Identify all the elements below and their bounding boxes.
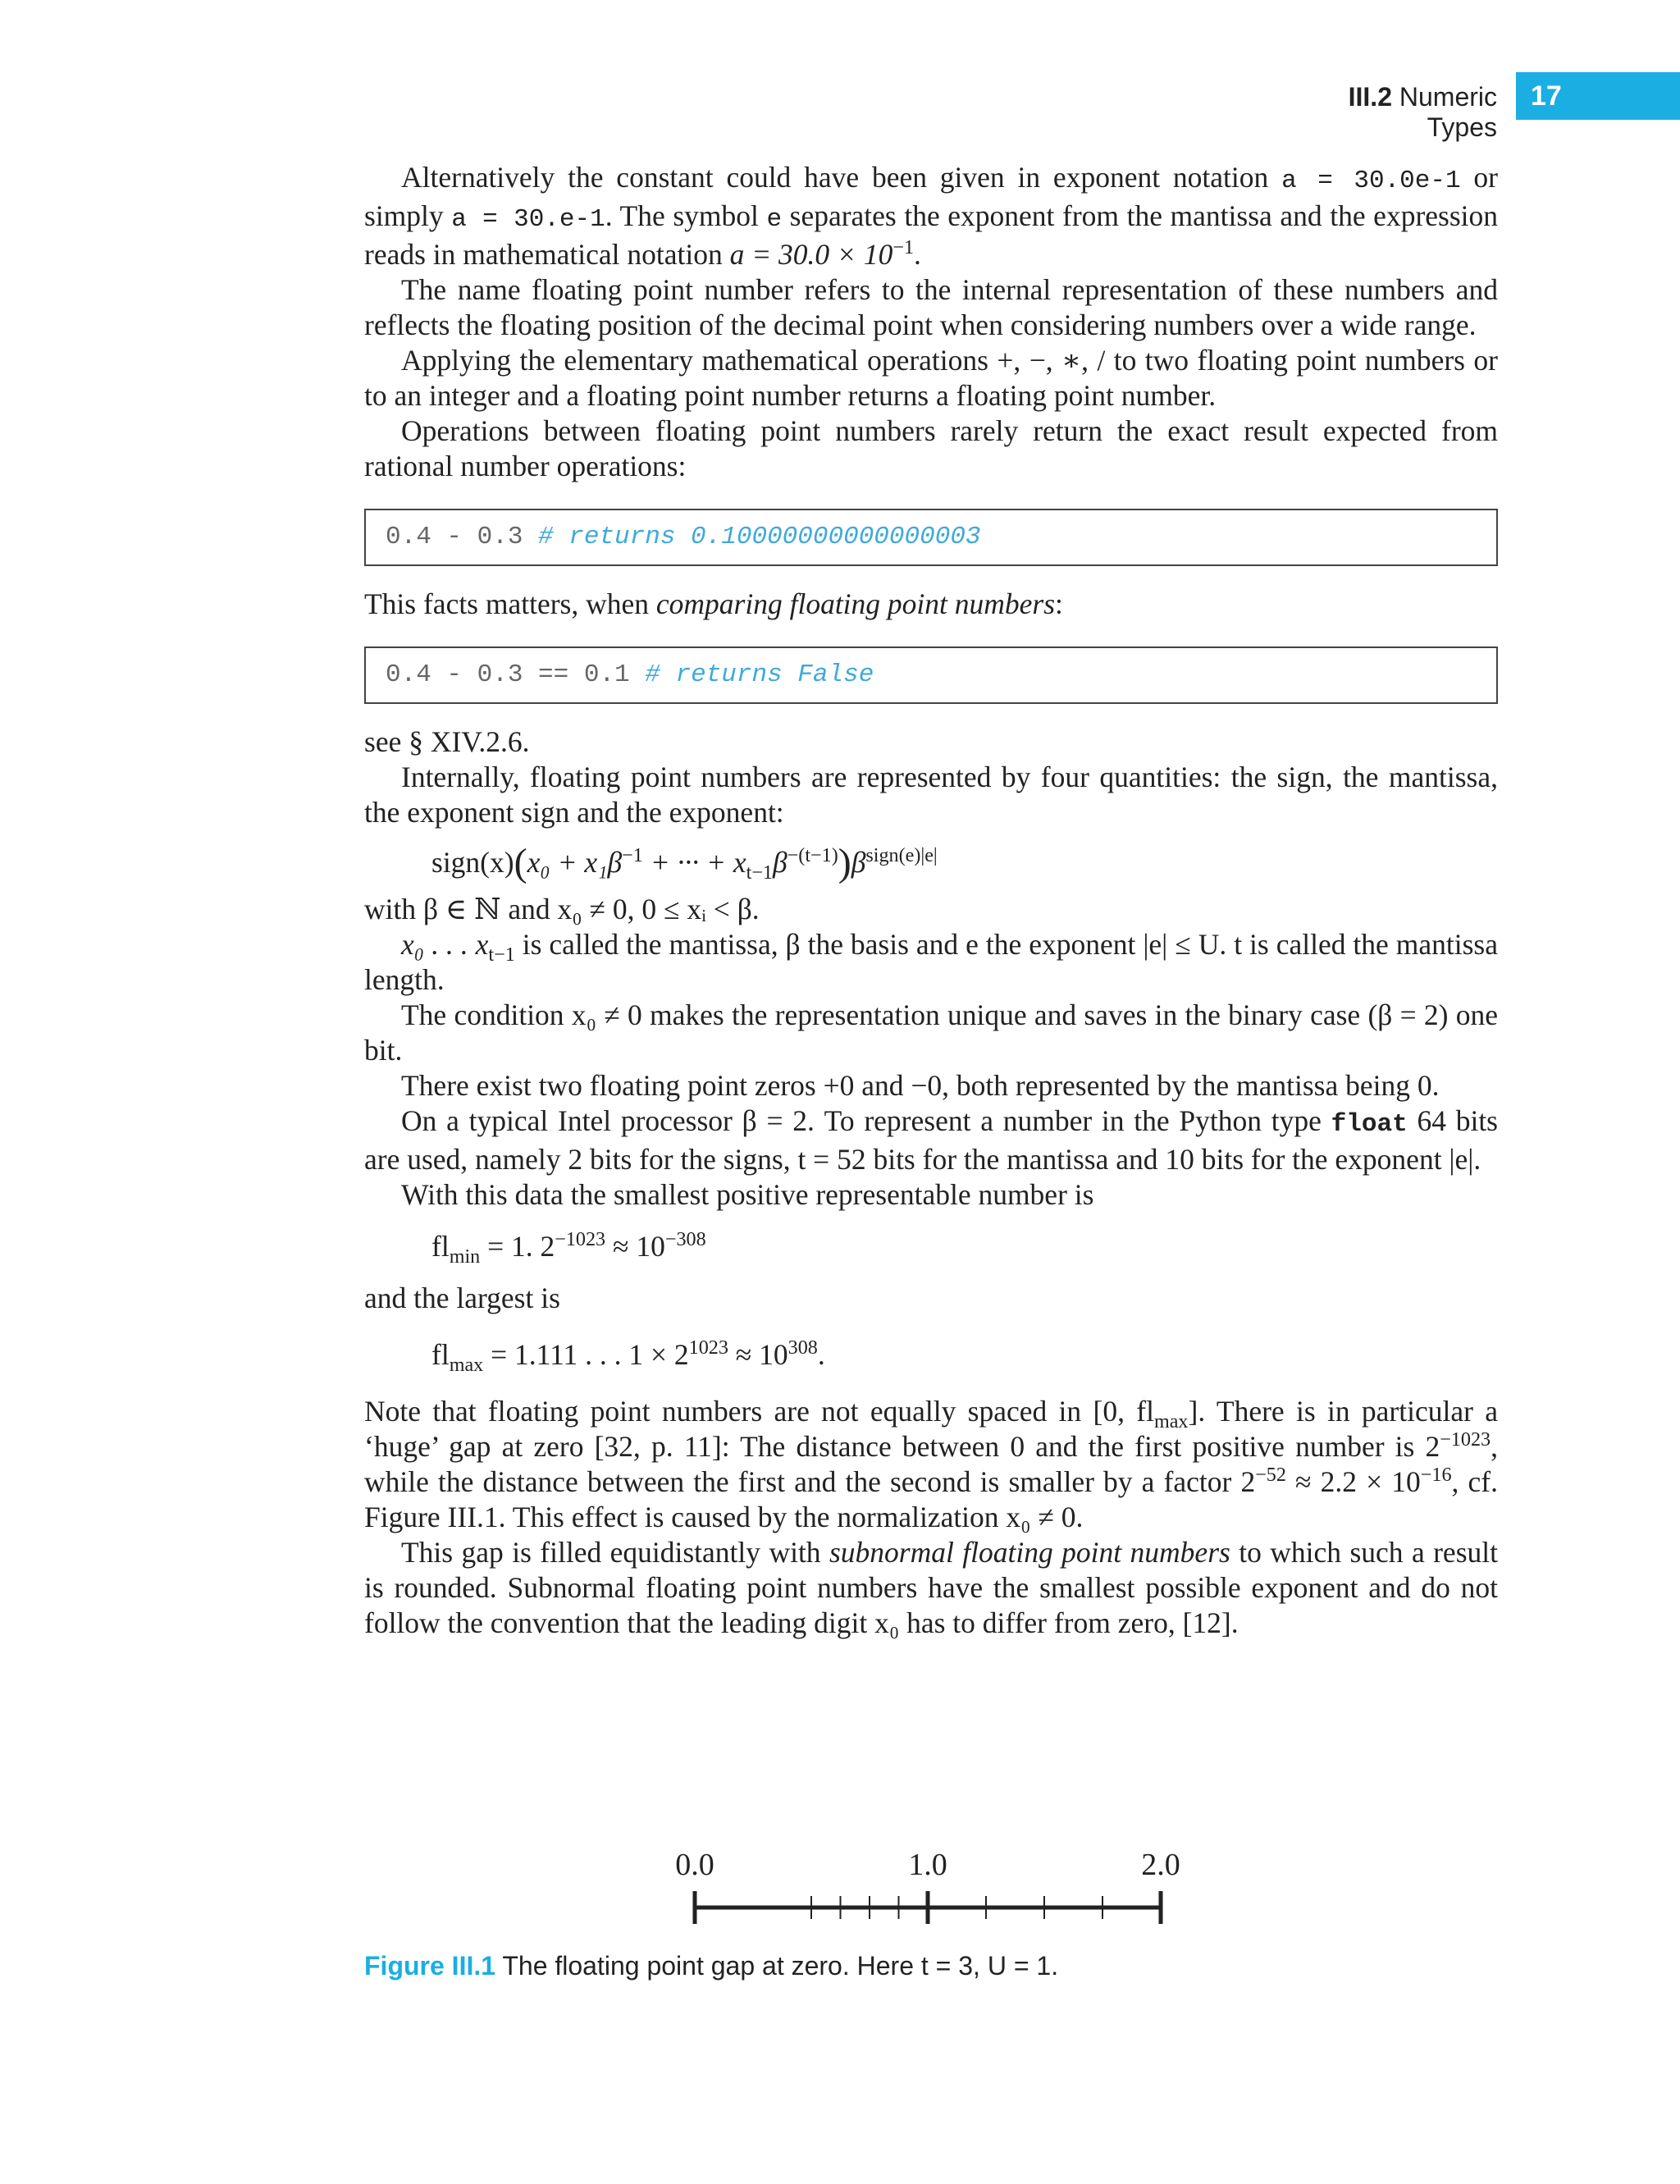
text-run: x₀ . . . x bbox=[401, 928, 489, 961]
paragraph-see: see § XIV.2.6. bbox=[364, 725, 530, 758]
paragraph-huge-gap bbox=[364, 1394, 1498, 1535]
text-run: . The symbol bbox=[605, 199, 767, 232]
paragraph-with-beta: with β ∈ ℕ and x₀ ≠ 0, 0 ≤ xᵢ < β. bbox=[364, 893, 760, 925]
code-comment: # returns False bbox=[645, 660, 874, 689]
superscript: 1023 bbox=[688, 1336, 728, 1359]
tick-label: 1.0 bbox=[908, 1848, 947, 1882]
subscript: max bbox=[1153, 1410, 1189, 1433]
formula-part: ≈ 10 bbox=[728, 1338, 788, 1371]
inline-code: e bbox=[766, 205, 783, 234]
code-comment: # returns 0.10000000000000003 bbox=[538, 523, 981, 551]
formula-part: = 1.111 . . . 1 × 2 bbox=[483, 1338, 689, 1371]
text-run: is called the mantissa, β the basis and e the exponent |e| ≤ U. t is called the mantissa length. bbox=[364, 928, 1498, 996]
paragraph-subnormal bbox=[364, 1535, 1498, 1641]
text-run: Note that floating point numbers are not equally spaced in [0, fl bbox=[364, 1395, 1154, 1428]
paragraph-comparing bbox=[364, 587, 1498, 622]
formula-representation bbox=[364, 841, 1498, 884]
floating-point-gap-figure bbox=[640, 1842, 1214, 1940]
text-run: 64 bits are used, namely 2 bits for the signs, t = 52 bits for the mantissa and 10 bits for the exponent |e|. bbox=[364, 1104, 1498, 1176]
formula-part: sign(x) bbox=[431, 846, 514, 879]
paren-right: ) bbox=[838, 841, 851, 884]
paragraph-condition: The condition x₀ ≠ 0 makes the representation unique and saves in the binary case (β = 2) one bit. bbox=[364, 998, 1498, 1067]
superscript: sign(e)|e| bbox=[865, 844, 938, 867]
formula-part: fl bbox=[431, 1338, 450, 1371]
formula-part: + ··· + x bbox=[642, 846, 746, 879]
paragraph-internal-representation: Internally, floating point numbers are represented by four quantities: the sign, the mantissa, the exponent sign and the exponent: bbox=[364, 761, 1498, 829]
paragraph-intel bbox=[364, 1103, 1498, 1177]
text-run: ]. There is in particular a ‘huge’ gap at zero [32, p. 11]: The distance between 0 and the first positive number is 2 bbox=[364, 1395, 1498, 1463]
code-expression: 0.4 - 0.3 bbox=[386, 523, 539, 551]
formula-part: β bbox=[773, 846, 788, 879]
paragraph-largest: and the largest is bbox=[364, 1282, 560, 1314]
superscript: −(t−1) bbox=[787, 844, 838, 867]
subscript: min bbox=[449, 1245, 481, 1268]
code-expression: 0.4 - 0.3 == 0.1 bbox=[386, 660, 646, 689]
inline-code: a = 30.0e-1 bbox=[1281, 167, 1461, 195]
subscript: t−1 bbox=[746, 861, 773, 884]
code-block-subtraction bbox=[364, 509, 1498, 566]
paragraph-smallest: With this data the smallest positive representable number is bbox=[401, 1178, 1094, 1211]
figure-caption bbox=[364, 1951, 1058, 1981]
text-run: separates the exponent from the mantissa and the expression reads in mathematical notation bbox=[364, 199, 1499, 271]
caption-label: Figure III.1 bbox=[364, 1951, 496, 1981]
superscript: −1023 bbox=[555, 1228, 606, 1251]
emphasis: subnormal floating point numbers bbox=[829, 1536, 1230, 1569]
superscript: −308 bbox=[664, 1228, 706, 1251]
paragraph-inexact: Operations between floating point numbers rarely return the exact result expected from rational number operations: bbox=[364, 414, 1498, 482]
text-run: ≈ 2.2 × 10 bbox=[1285, 1465, 1421, 1498]
tick-label: 0.0 bbox=[675, 1848, 714, 1882]
inline-math: a = 30.0 × 10 bbox=[729, 238, 893, 271]
paragraph-exponent-notation: Alternatively the constant could have been given in exponent notation a = 30.0e-1 or simply a = 30.e-1. The symbol e separates the exponent from the mantissa and the expression reads in mathematical notation $a = 30.0 \times 10^{-1}$. bbox=[364, 161, 1499, 271]
superscript: −1023 bbox=[1440, 1428, 1491, 1451]
text-run: , cf. Figure III.1. This effect is caused by the normalization x₀ ≠ 0. bbox=[364, 1465, 1498, 1533]
text-run: : bbox=[1055, 587, 1063, 620]
formula-flmax bbox=[364, 1336, 1498, 1377]
formula-part: . bbox=[817, 1338, 825, 1371]
paragraph-two-zeros: There exist two floating point zeros +0 and −0, both represented by the mantissa being 0. bbox=[401, 1069, 1440, 1102]
text-run: to which such a result is rounded. Subnormal floating point numbers have the smallest possible exponent and do not follow the convention that the leading digit x₀ has to differ from zero, [12]. bbox=[364, 1536, 1498, 1639]
formula-part: ≈ 10 bbox=[605, 1230, 665, 1263]
text-run: , while the distance between the first and the second is smaller by a factor 2 bbox=[364, 1430, 1498, 1498]
section-number: III.2 bbox=[1348, 82, 1392, 112]
subscript: max bbox=[449, 1354, 484, 1377]
paragraph-operations: Applying the elementary mathematical operations +, −, ∗, / to two floating point numbers or to an integer and a floating point number returns a floating point number. bbox=[364, 344, 1498, 412]
superscript: −52 bbox=[1255, 1464, 1286, 1487]
page-number: 17 bbox=[1516, 72, 1680, 120]
text-run: This facts matters, when bbox=[364, 587, 656, 620]
paragraph-floating-name: The name floating point number refers to the internal representation of these numbers and reflects the floating position of the decimal point when considering numbers over a wide range. bbox=[364, 273, 1498, 341]
superscript: 308 bbox=[788, 1336, 818, 1359]
section-title: Numeric Types bbox=[1399, 82, 1497, 142]
formula-part: = 1. 2 bbox=[480, 1230, 555, 1263]
text-run: Alternatively the constant could have been given in exponent notation bbox=[401, 161, 1282, 194]
formula-part: β bbox=[851, 846, 866, 879]
formula-flmin bbox=[364, 1228, 1498, 1268]
text-run: On a typical Intel processor β = 2. To represent a number in the Python type bbox=[401, 1104, 1331, 1137]
superscript: −1 bbox=[622, 844, 643, 867]
text-run: or simply bbox=[364, 161, 1498, 232]
inline-code: a = 30.e-1 bbox=[451, 205, 605, 234]
caption-text: The floating point gap at zero. Here t = 3, U = 1. bbox=[502, 1951, 1059, 1981]
superscript: −16 bbox=[1420, 1464, 1452, 1487]
subscript: t−1 bbox=[488, 944, 515, 966]
formula-part: x₀ + x₁β bbox=[527, 846, 623, 879]
text-run: This gap is filled equidistantly with bbox=[401, 1536, 829, 1569]
superscript: −1 bbox=[892, 236, 915, 259]
body-text bbox=[364, 160, 1498, 1641]
paren-left: ( bbox=[514, 841, 527, 884]
inline-code: float bbox=[1331, 1110, 1408, 1139]
running-header bbox=[1271, 82, 1497, 143]
formula-part: fl bbox=[431, 1230, 450, 1263]
tick-label: 2.0 bbox=[1141, 1848, 1180, 1882]
paragraph-mantissa bbox=[364, 927, 1498, 998]
emphasis: comparing floating point numbers bbox=[655, 587, 1056, 620]
code-block-comparison bbox=[364, 647, 1498, 704]
